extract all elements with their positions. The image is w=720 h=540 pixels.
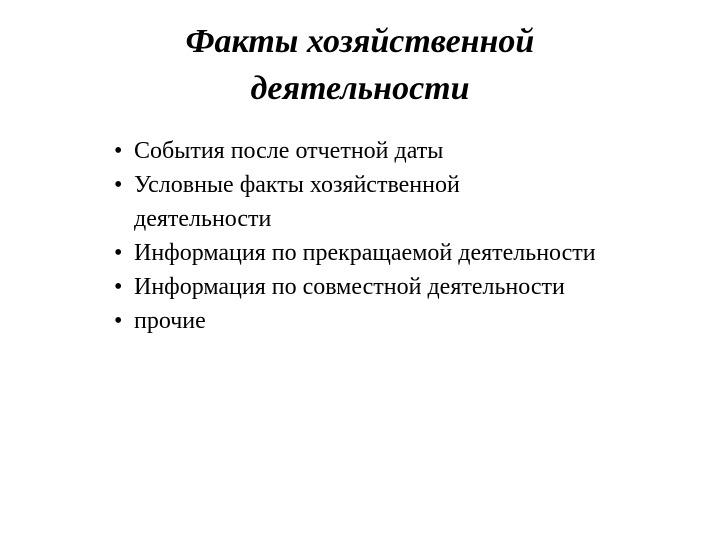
bullet-item — [112, 134, 702, 168]
bullet-item — [112, 168, 702, 236]
bullet-icon: • — [114, 308, 123, 334]
bullet-icon: • — [114, 138, 123, 164]
bullet-text: Условные факты хозяйственной деятельности — [134, 172, 460, 232]
bullet-icon: • — [114, 172, 123, 198]
slide-title — [0, 18, 720, 112]
bullet-text: Информация по совместной деятельности — [134, 274, 565, 300]
bullet-item — [112, 270, 702, 304]
bullet-text: События после отчетной даты — [134, 138, 444, 164]
bullet-text: прочие — [134, 308, 206, 334]
bullet-icon: • — [114, 240, 123, 266]
title-line-1: Факты хозяйственной — [185, 23, 535, 60]
bullet-item — [112, 304, 702, 338]
bullet-text: Информация по прекращаемой деятельности — [134, 240, 596, 266]
bullet-list — [112, 134, 702, 338]
bullet-item — [112, 236, 702, 270]
title-line-2: деятельности — [250, 70, 470, 107]
bullet-icon: • — [114, 274, 123, 300]
